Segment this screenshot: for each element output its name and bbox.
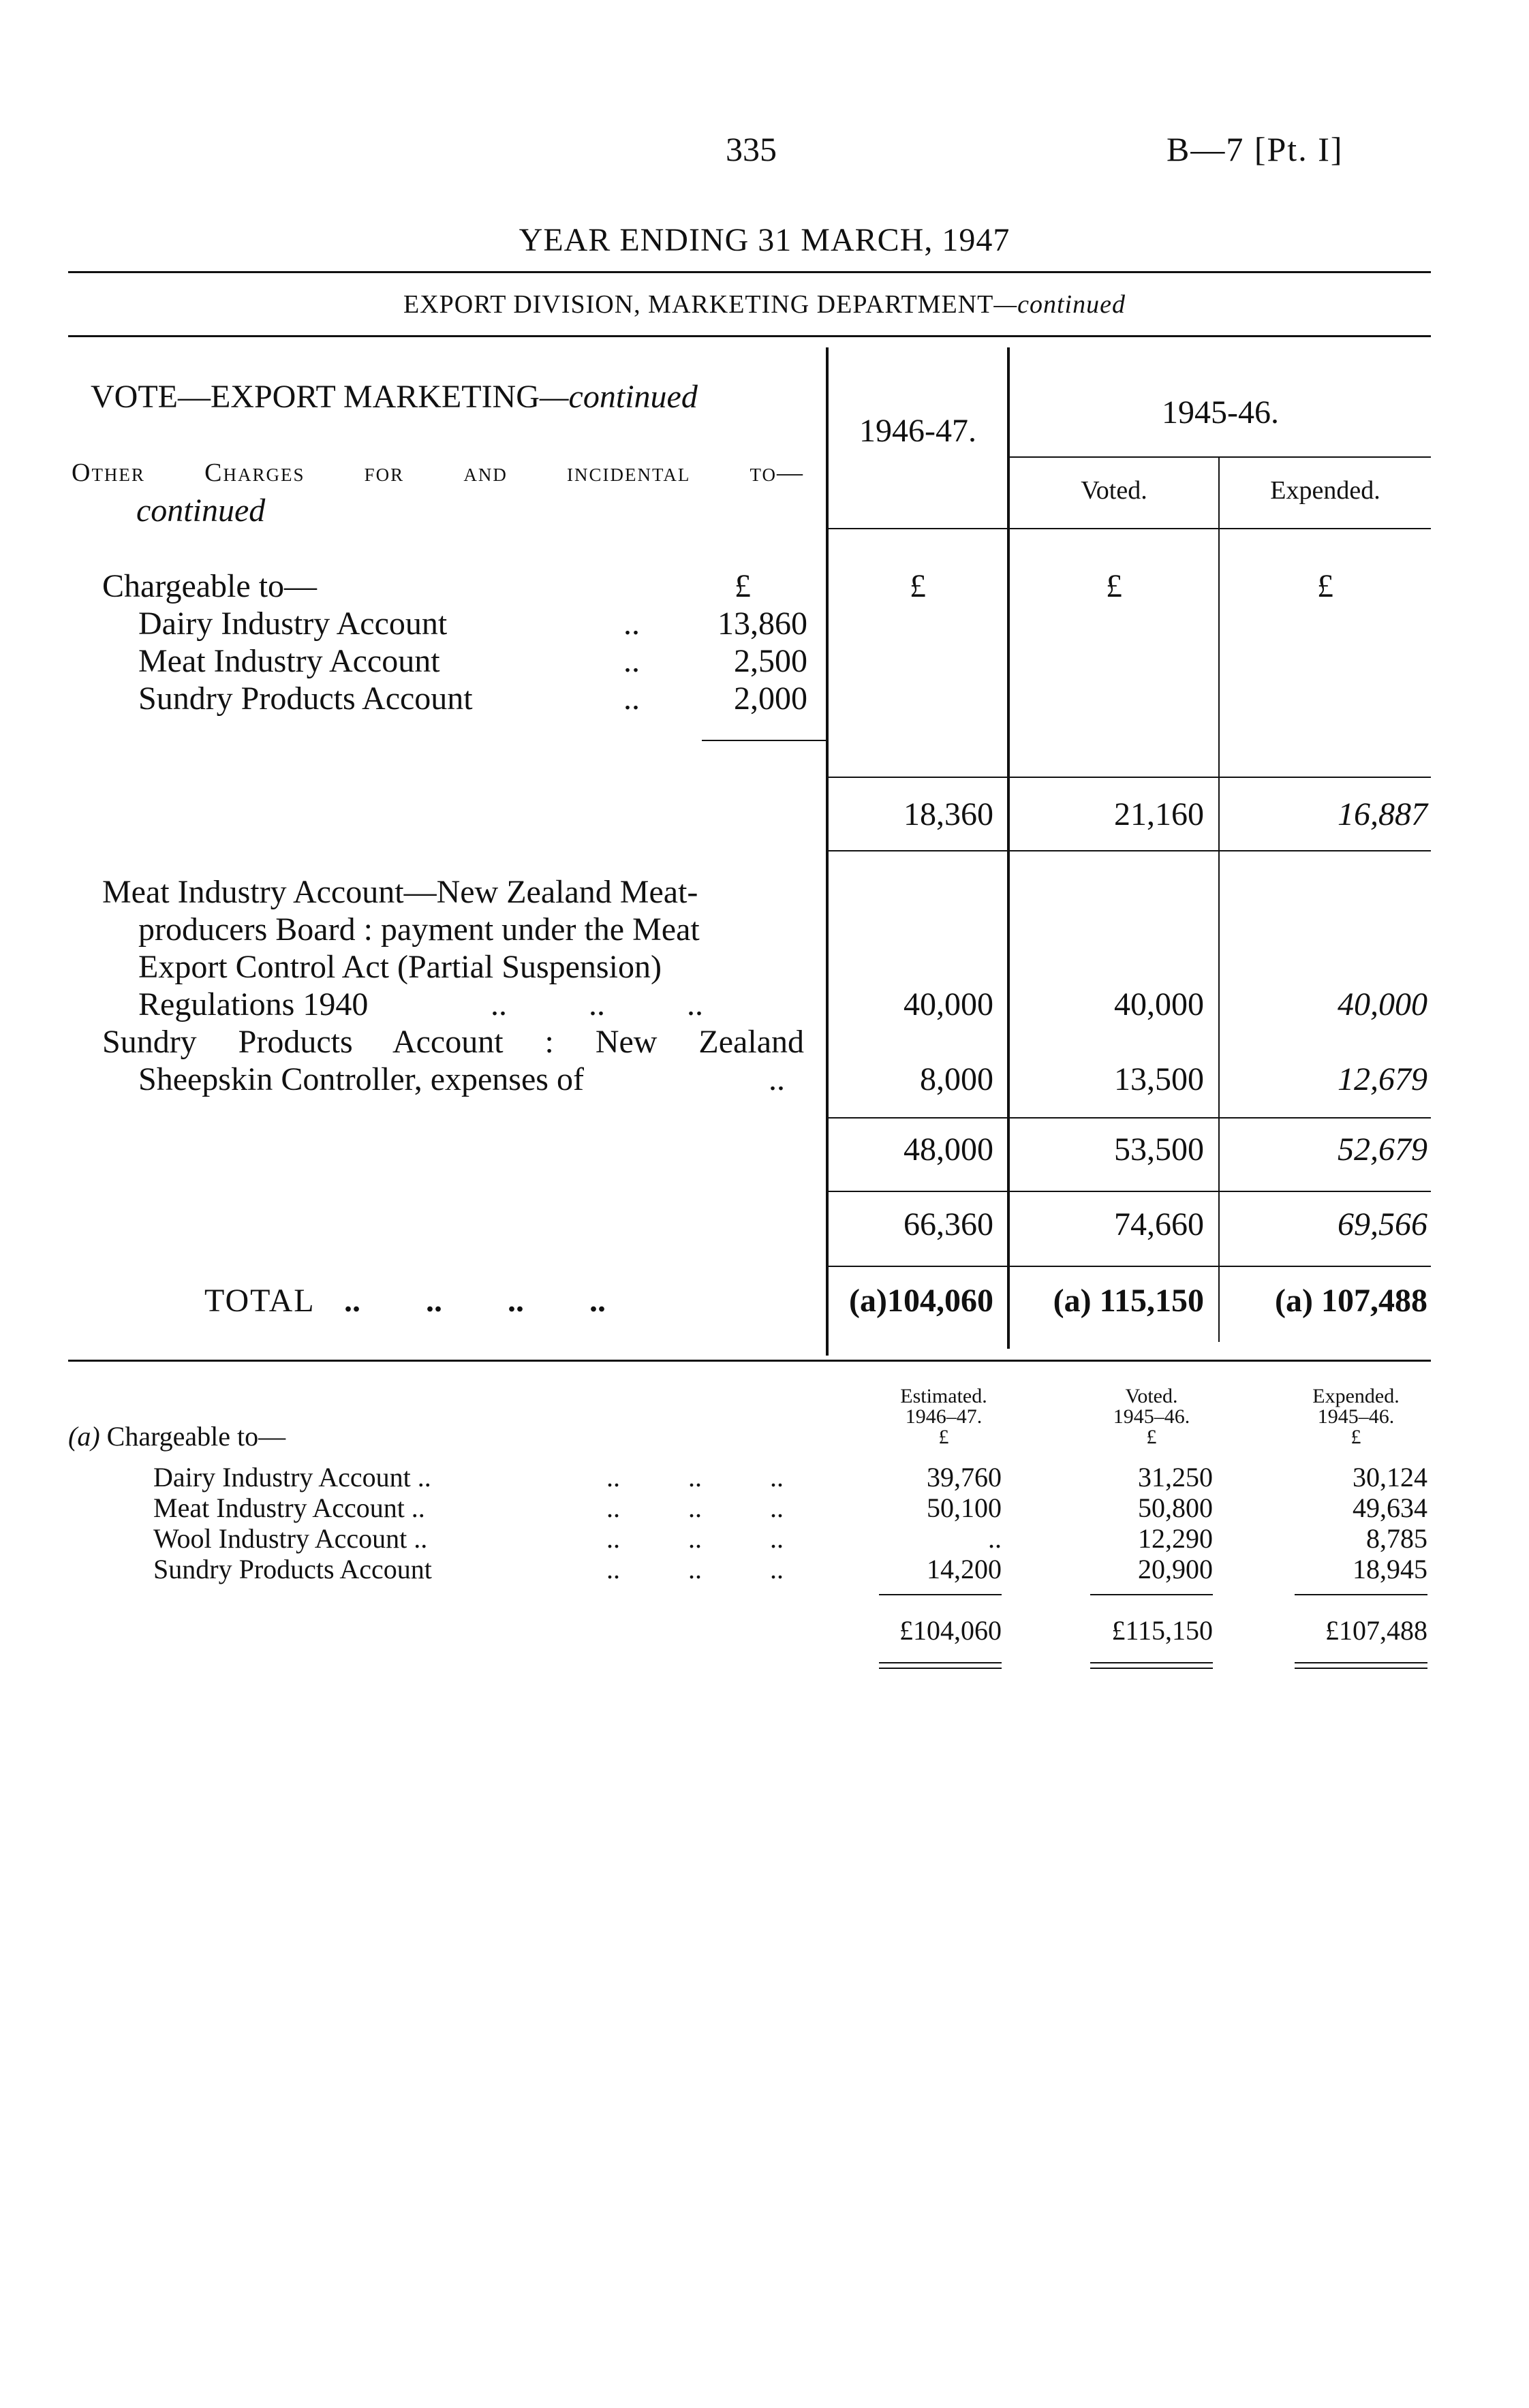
chargeable-item-name: Sundry Products Account [138, 681, 473, 717]
leader-dots: .. [623, 606, 640, 642]
inner-currency: £ [735, 568, 751, 604]
footnote-double-rule [1295, 1668, 1427, 1669]
footnote-label [68, 1420, 285, 1452]
vote-title [91, 378, 698, 416]
footnote-row-voted: 50,800 [1138, 1492, 1213, 1523]
footnote-header-est [865, 1386, 1022, 1448]
meat-item-est: 40,000 [904, 986, 993, 1022]
chargeable-item-amount: 13,860 [717, 606, 807, 642]
subtotal3-voted: 74,660 [1114, 1206, 1204, 1242]
footnote-header-line: Expended. [1312, 1385, 1400, 1407]
sundry-item-voted: 13,500 [1114, 1061, 1204, 1097]
vote-subtitle: Other Charges for and incidental to— [72, 458, 804, 487]
meat-item-line: Meat Industry Account—New Zealand Meat- [102, 874, 698, 910]
footnote-row-name: Sundry Products Account [153, 1554, 432, 1584]
vote-title-suffix: —continued [539, 379, 698, 415]
total-est: (a)104,060 [849, 1283, 993, 1319]
subtotal-voted: 21,160 [1114, 796, 1204, 832]
subtotal3-est: 66,360 [904, 1206, 993, 1242]
leader-dots: .. [769, 1061, 785, 1097]
leader-dots: .. .. .. [606, 1462, 784, 1492]
leader-dots: .. .. .. [491, 986, 703, 1022]
chargeable-item-amount: 2,000 [734, 681, 807, 717]
footnote-header-expended [1281, 1386, 1431, 1448]
subtotal-expended: 16,887 [1338, 796, 1427, 832]
footnote-header-line: £ [938, 1426, 949, 1448]
footnote-row-est: .. [988, 1523, 1002, 1554]
meat-item-line: Export Control Act (Partial Suspension) [138, 949, 662, 985]
table-bottom-rule [68, 1360, 1431, 1362]
est-currency: £ [910, 568, 926, 604]
division-heading [0, 290, 1529, 319]
sundry-item-expended: 12,679 [1338, 1061, 1427, 1097]
page-number: 335 [726, 130, 777, 168]
footnote-header-line: Estimated. [900, 1385, 987, 1407]
footnote-row-name: Meat Industry Account .. [153, 1492, 425, 1523]
footnote-row-expended: 8,785 [1366, 1523, 1427, 1554]
sundry-item-est: 8,000 [920, 1061, 993, 1097]
leader-dots: .. [623, 681, 640, 717]
footnote-row-name: Wool Industry Account .. [153, 1523, 428, 1554]
total-label: TOTAL [204, 1283, 315, 1319]
subtotal-est: 18,360 [904, 796, 993, 832]
footnote-total-est: £104,060 [899, 1615, 1002, 1646]
footnote-total-expended: £107,488 [1325, 1615, 1427, 1646]
footnote-row-est: 14,200 [927, 1554, 1002, 1584]
meat-item-line: Regulations 1940 [138, 986, 369, 1022]
subtotal3-expended: 69,566 [1338, 1206, 1427, 1242]
leader-dots: .. .. .. [606, 1523, 784, 1554]
footnote-row-name: Dairy Industry Account .. [153, 1462, 431, 1492]
footnote-row-est: 50,100 [927, 1492, 1002, 1523]
column-header-expended: Expended. [1270, 476, 1380, 505]
footnote-total-rule [1295, 1594, 1427, 1595]
footnote-header-line: Voted. [1125, 1385, 1178, 1407]
leader-dots: .. .. .. .. [344, 1283, 606, 1319]
title-rule [68, 271, 1431, 273]
leader-dots: .. .. .. [606, 1554, 784, 1584]
footnote-header-line: 1946–47. [905, 1405, 983, 1428]
column-divider-left [826, 347, 829, 1356]
footnote-double-rule [879, 1668, 1002, 1669]
footnote-double-rule [1295, 1662, 1427, 1663]
document-reference: B—7 [Pt. I] [1167, 130, 1344, 168]
header-bottom-rule [829, 528, 1431, 529]
footnote-marker: (a) [68, 1421, 100, 1452]
page-title: YEAR ENDING 31 MARCH, 1947 [519, 222, 1010, 258]
footnote-double-rule [1090, 1662, 1213, 1663]
subtotal3-bottom-rule [829, 1266, 1431, 1267]
division-rule [68, 335, 1431, 337]
inner-subtotal-rule [702, 740, 826, 741]
chargeable-label: Chargeable to— [102, 568, 318, 604]
meat-item-expended: 40,000 [1338, 986, 1427, 1022]
footnote-row-voted: 31,250 [1138, 1462, 1213, 1492]
chargeable-item-name: Meat Industry Account [138, 643, 440, 679]
footnote-row-expended: 18,945 [1353, 1554, 1427, 1584]
footnote-row-expended: 30,124 [1353, 1462, 1427, 1492]
leader-dots: .. [623, 643, 640, 679]
vote-title-text: VOTE—EXPORT MARKETING [91, 379, 540, 415]
subtotal2-top-rule [829, 1117, 1431, 1119]
subtotal-bottom-rule [829, 850, 1431, 851]
footnote-double-rule [1090, 1668, 1213, 1669]
expended-currency: £ [1317, 568, 1333, 604]
column-header-voted: Voted. [1081, 476, 1147, 505]
footnote-double-rule [879, 1662, 1002, 1663]
meat-item-line: producers Board : payment under the Meat [138, 911, 700, 948]
sundry-item-line: Sheepskin Controller, expenses of [138, 1061, 584, 1097]
column-header-1945-46: 1945-46. [1162, 394, 1279, 431]
total-voted: (a) 115,150 [1053, 1283, 1204, 1319]
footnote-header-line: 1945–46. [1113, 1405, 1190, 1428]
footnote-header-line: £ [1146, 1426, 1157, 1448]
meat-item-voted: 40,000 [1114, 986, 1204, 1022]
subtotal2-bottom-rule [829, 1191, 1431, 1192]
footnote-row-est: 39,760 [927, 1462, 1002, 1492]
voted-currency: £ [1106, 568, 1122, 604]
subheader-rule [1010, 456, 1431, 458]
subtotal-top-rule [829, 777, 1431, 778]
column-header-1946-47: 1946-47. [859, 413, 976, 449]
footnote-row-voted: 20,900 [1138, 1554, 1213, 1584]
subtotal2-expended: 52,679 [1338, 1131, 1427, 1168]
footnote-header-line: 1945–46. [1317, 1405, 1395, 1428]
division-name: EXPORT DIVISION, MARKETING DEPARTMENT [403, 290, 994, 319]
chargeable-item-name: Dairy Industry Account [138, 606, 448, 642]
subtotal2-est: 48,000 [904, 1131, 993, 1168]
leader-dots: .. .. .. [606, 1492, 784, 1523]
footnote-row-voted: 12,290 [1138, 1523, 1213, 1554]
footnote-total-rule [879, 1594, 1002, 1595]
subtotal2-voted: 53,500 [1114, 1131, 1204, 1168]
footnote-header-line: £ [1350, 1426, 1361, 1448]
footnote-label-text: Chargeable to— [106, 1421, 286, 1452]
footnote-total-voted: £115,150 [1111, 1615, 1213, 1646]
footnote-header-voted [1077, 1386, 1226, 1448]
vote-subtitle-continued: continued [136, 492, 266, 529]
footnote-total-rule [1090, 1594, 1213, 1595]
division-suffix: —continued [993, 290, 1126, 319]
chargeable-item-amount: 2,500 [734, 643, 807, 679]
footnote-row-expended: 49,634 [1353, 1492, 1427, 1523]
total-expended: (a) 107,488 [1275, 1283, 1427, 1319]
sundry-item-line: Sundry Products Account : New Zealand [102, 1024, 804, 1060]
